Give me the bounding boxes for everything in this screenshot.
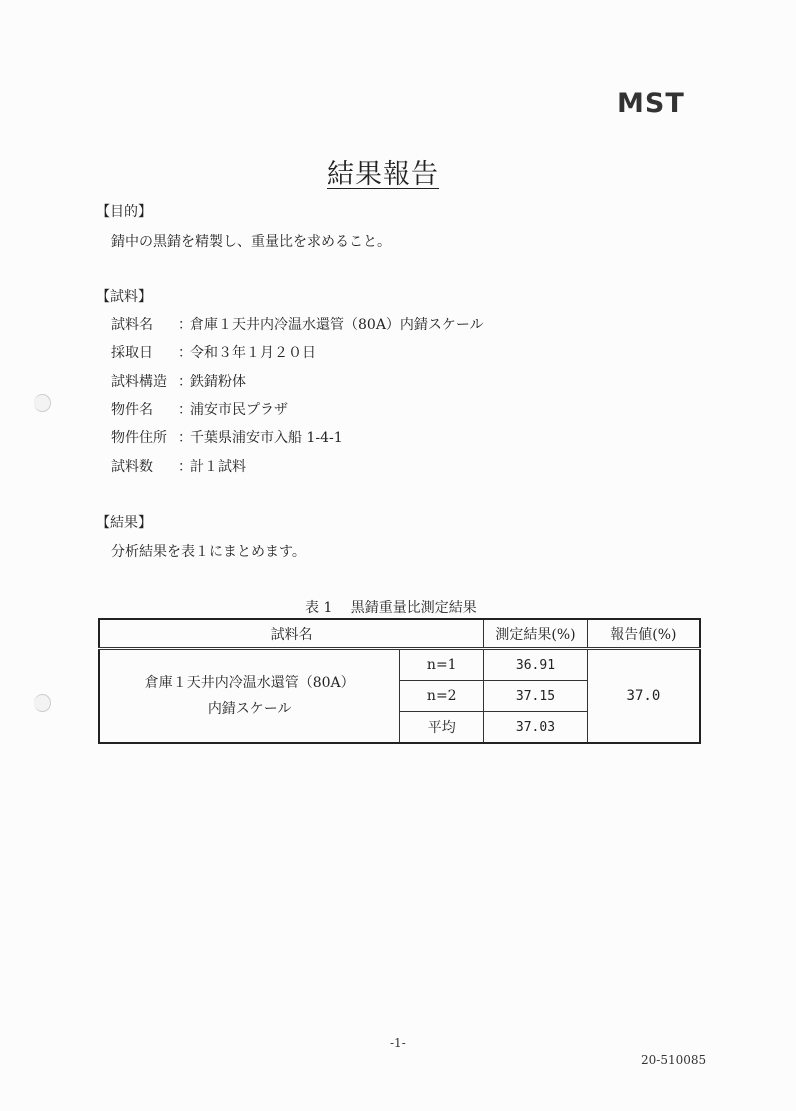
field-property-name: [111, 399, 288, 419]
field-value: 計１試料: [190, 459, 246, 475]
header-reported: 報告値(%): [587, 619, 700, 649]
field-sample-name: [111, 314, 484, 334]
purpose-heading: 【目的】: [96, 204, 152, 220]
table-caption: 表 1 黒錆重量比測定結果: [305, 600, 477, 616]
field-label: 採取日: [111, 345, 153, 361]
field-label: 試料構造: [111, 374, 167, 390]
field-value: 令和３年１月２０日: [190, 345, 316, 361]
field-value: 鉄錆粉体: [190, 374, 246, 390]
reported-value-cell: 37.0: [587, 649, 700, 744]
field-separator: ：: [178, 430, 192, 446]
row-value: 37.03: [484, 712, 588, 744]
row-value: 36.91: [484, 649, 588, 681]
field-separator: ：: [178, 317, 192, 333]
page-title: 結果報告: [327, 159, 439, 190]
field-separator: ：: [178, 459, 192, 475]
field-label: 物件名: [111, 402, 153, 418]
field-separator: ：: [178, 402, 192, 418]
company-logo: MST: [617, 88, 685, 119]
header-measured: 測定結果(%): [484, 619, 588, 649]
results-table: [98, 618, 701, 744]
sample-name-line2: 内錆スケール: [207, 701, 292, 717]
field-property-address: [111, 427, 343, 447]
field-value: 倉庫１天井内冷温水還管（80A）内錆スケール: [190, 317, 484, 333]
row-label: n=2: [400, 681, 484, 712]
field-separator: ：: [178, 374, 192, 390]
field-label: 試料数: [111, 459, 153, 475]
sample-name-cell: [99, 649, 400, 744]
punch-hole-lower: [34, 694, 51, 712]
table-header-row: [99, 619, 700, 649]
field-separator: ：: [178, 345, 192, 361]
row-label: n=1: [400, 649, 484, 681]
punch-hole-upper: [34, 394, 51, 412]
sample-name-line1: 倉庫１天井内冷温水還管（80A）: [144, 675, 355, 691]
field-value: 浦安市民プラザ: [190, 402, 288, 418]
document-id: 20-510085: [641, 1053, 707, 1067]
field-value: 千葉県浦安市入船 1-4-1: [190, 430, 343, 446]
purpose-text: 錆中の黒錆を精製し、重量比を求めること。: [111, 234, 391, 250]
header-sample-name: 試料名: [99, 619, 484, 649]
page-number: -1-: [390, 1036, 406, 1050]
result-text: 分析結果を表１にまとめます。: [111, 544, 306, 560]
field-sample-count: [111, 456, 246, 476]
result-heading: 【結果】: [96, 515, 152, 531]
row-value: 37.15: [484, 681, 588, 712]
field-collection-date: [111, 342, 316, 362]
field-label: 試料名: [111, 317, 153, 333]
table-row: [99, 649, 700, 681]
sample-heading: 【試料】: [96, 289, 152, 305]
row-label: 平均: [400, 712, 484, 744]
field-sample-structure: [111, 371, 246, 391]
field-label: 物件住所: [111, 430, 167, 446]
